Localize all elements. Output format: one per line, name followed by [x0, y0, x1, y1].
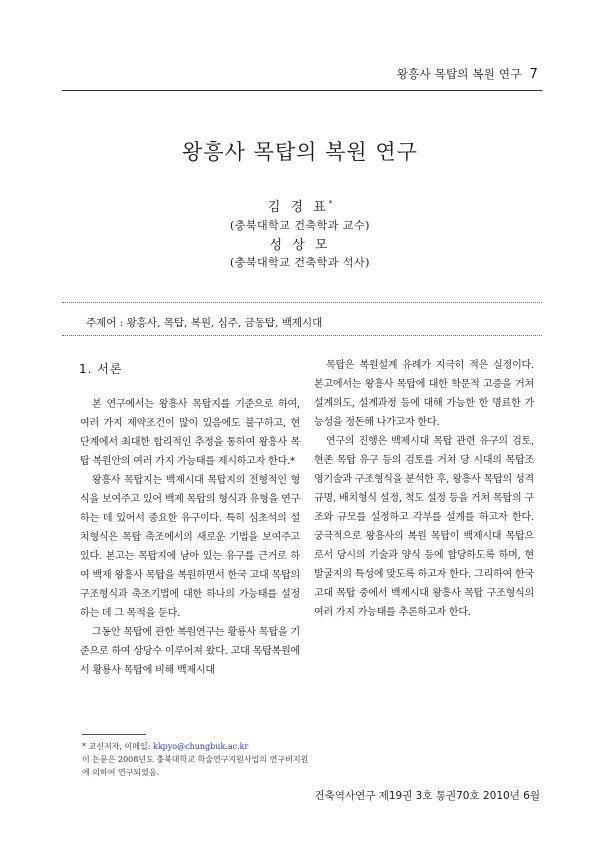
author-1-mark: * [328, 199, 333, 208]
author-1 [0, 196, 600, 215]
footnotes [82, 740, 312, 779]
author-2-name: 성 상 모 [269, 238, 331, 253]
author-2 [0, 234, 600, 253]
paragraph: 본 연구에서는 왕흥사 목탑지를 기준으로 하여, 여러 가지 제약조건이 많이 있음에도 불구하고, 현 단계에서 최대한 합리적인 추정을 통하여 왕흥사 목탑 복원안의 여러 가지 가능태를 제시하고자 한다.* [80, 399, 300, 467]
email-link[interactable]: kkpyo@chungbuk.ac.kr [152, 742, 249, 751]
paragraph: 그동안 목탑에 관한 복원연구는 황룡사 목탑을 기준으로 하여 상당수 이루어져 왔다. 고대 목탑복원에서 황룡사 목탑에 비해 백제시대 [80, 627, 300, 676]
running-title: 왕흥사 목탑의 복원 연구 [396, 67, 522, 81]
keywords: 주제어 : 왕흥사, 목탑, 복원, 심주, 금동탑, 백제시대 [86, 317, 323, 329]
keywords-bottom-rule [62, 335, 542, 336]
keywords-top-rule [62, 302, 542, 303]
journal-footer: 건축역사연구 제19권 3호 통권70호 2010년 6월 [314, 790, 540, 802]
paragraph: 연구의 진행은 백제시대 목탑 관련 유구의 검토, 현존 목탑 유구 등의 검토를 거쳐 당 시대의 목탑조영기술과 구조형식을 분석한 후, 왕흥사 목탑의 성격 규명, 배치형식 설정, 척도 설정 등을 거쳐 목탑의 구조와 규모를 설정하고 각부를 설계를 하고자 한다. 궁극적으로 왕흥사의 복원 목탑이 백제시대 목탑으로서 당시의 기술과 양식 등에 합당하도록 하며, 현 발굴지의 특성에 맞도록 하고자 한다. 그리하여 한국 고대 목탑 중에서 백제시대 왕흥사 목탑 구조형식의 여러 가지 가능태를 추론하고자 한다. [314, 436, 534, 618]
footnote-funding: 이 논문은 2008년도 충북대학교 학술연구지원사업의 연구비지원에 의하여 연구되었음. [82, 755, 309, 777]
paper-title: 왕흥사 목탑의 복원 연구 [182, 140, 418, 164]
author-1-name: 김 경 표 [267, 200, 329, 215]
left-column [80, 356, 300, 680]
header-rule [62, 90, 542, 91]
paragraph: 목탑은 복원설계 유례가 지극히 적은 실정이다. 본고에서는 왕흥사 목탑에 대한 학문적 고증을 거쳐 설계의도, 설계과정 등에 대해 가능한 한 명료한 가능성을 정돈해 나가고자 한다. [314, 360, 534, 428]
page-number: 7 [529, 67, 538, 82]
footnote-corresponding: * 교신저자, 이메일: kkpyo@chungbuk.ac.kr [82, 742, 249, 751]
paragraph: 왕흥사 목탑지는 백제시대 목탑지의 전형적인 형식을 보여주고 있어 백제 목탑의 형식과 유형을 연구하는 데 있어서 중요한 유구이다. 특히 심초석의 설치형식은 목탑 축조에서의 새로운 기법을 보여주고 있다. 본고는 목탑지에 남아 있는 유구를 근거로 하여 백제 왕흥사 목탑을 복원하면서 한국 고대 목탑의 구조형식과 축조기법에 대한 하나의 가능태를 설정하는 데 그 목적을 둔다. [80, 475, 300, 619]
right-column [314, 356, 534, 622]
author-2-affiliation: (충북대학교 건축학과 석사) [230, 256, 370, 269]
author-1-affiliation: (충북대학교 건축학과 교수) [230, 219, 370, 232]
section-heading: 1. 서론 [79, 362, 123, 376]
running-header [397, 66, 538, 82]
footnote-rule [82, 734, 146, 735]
